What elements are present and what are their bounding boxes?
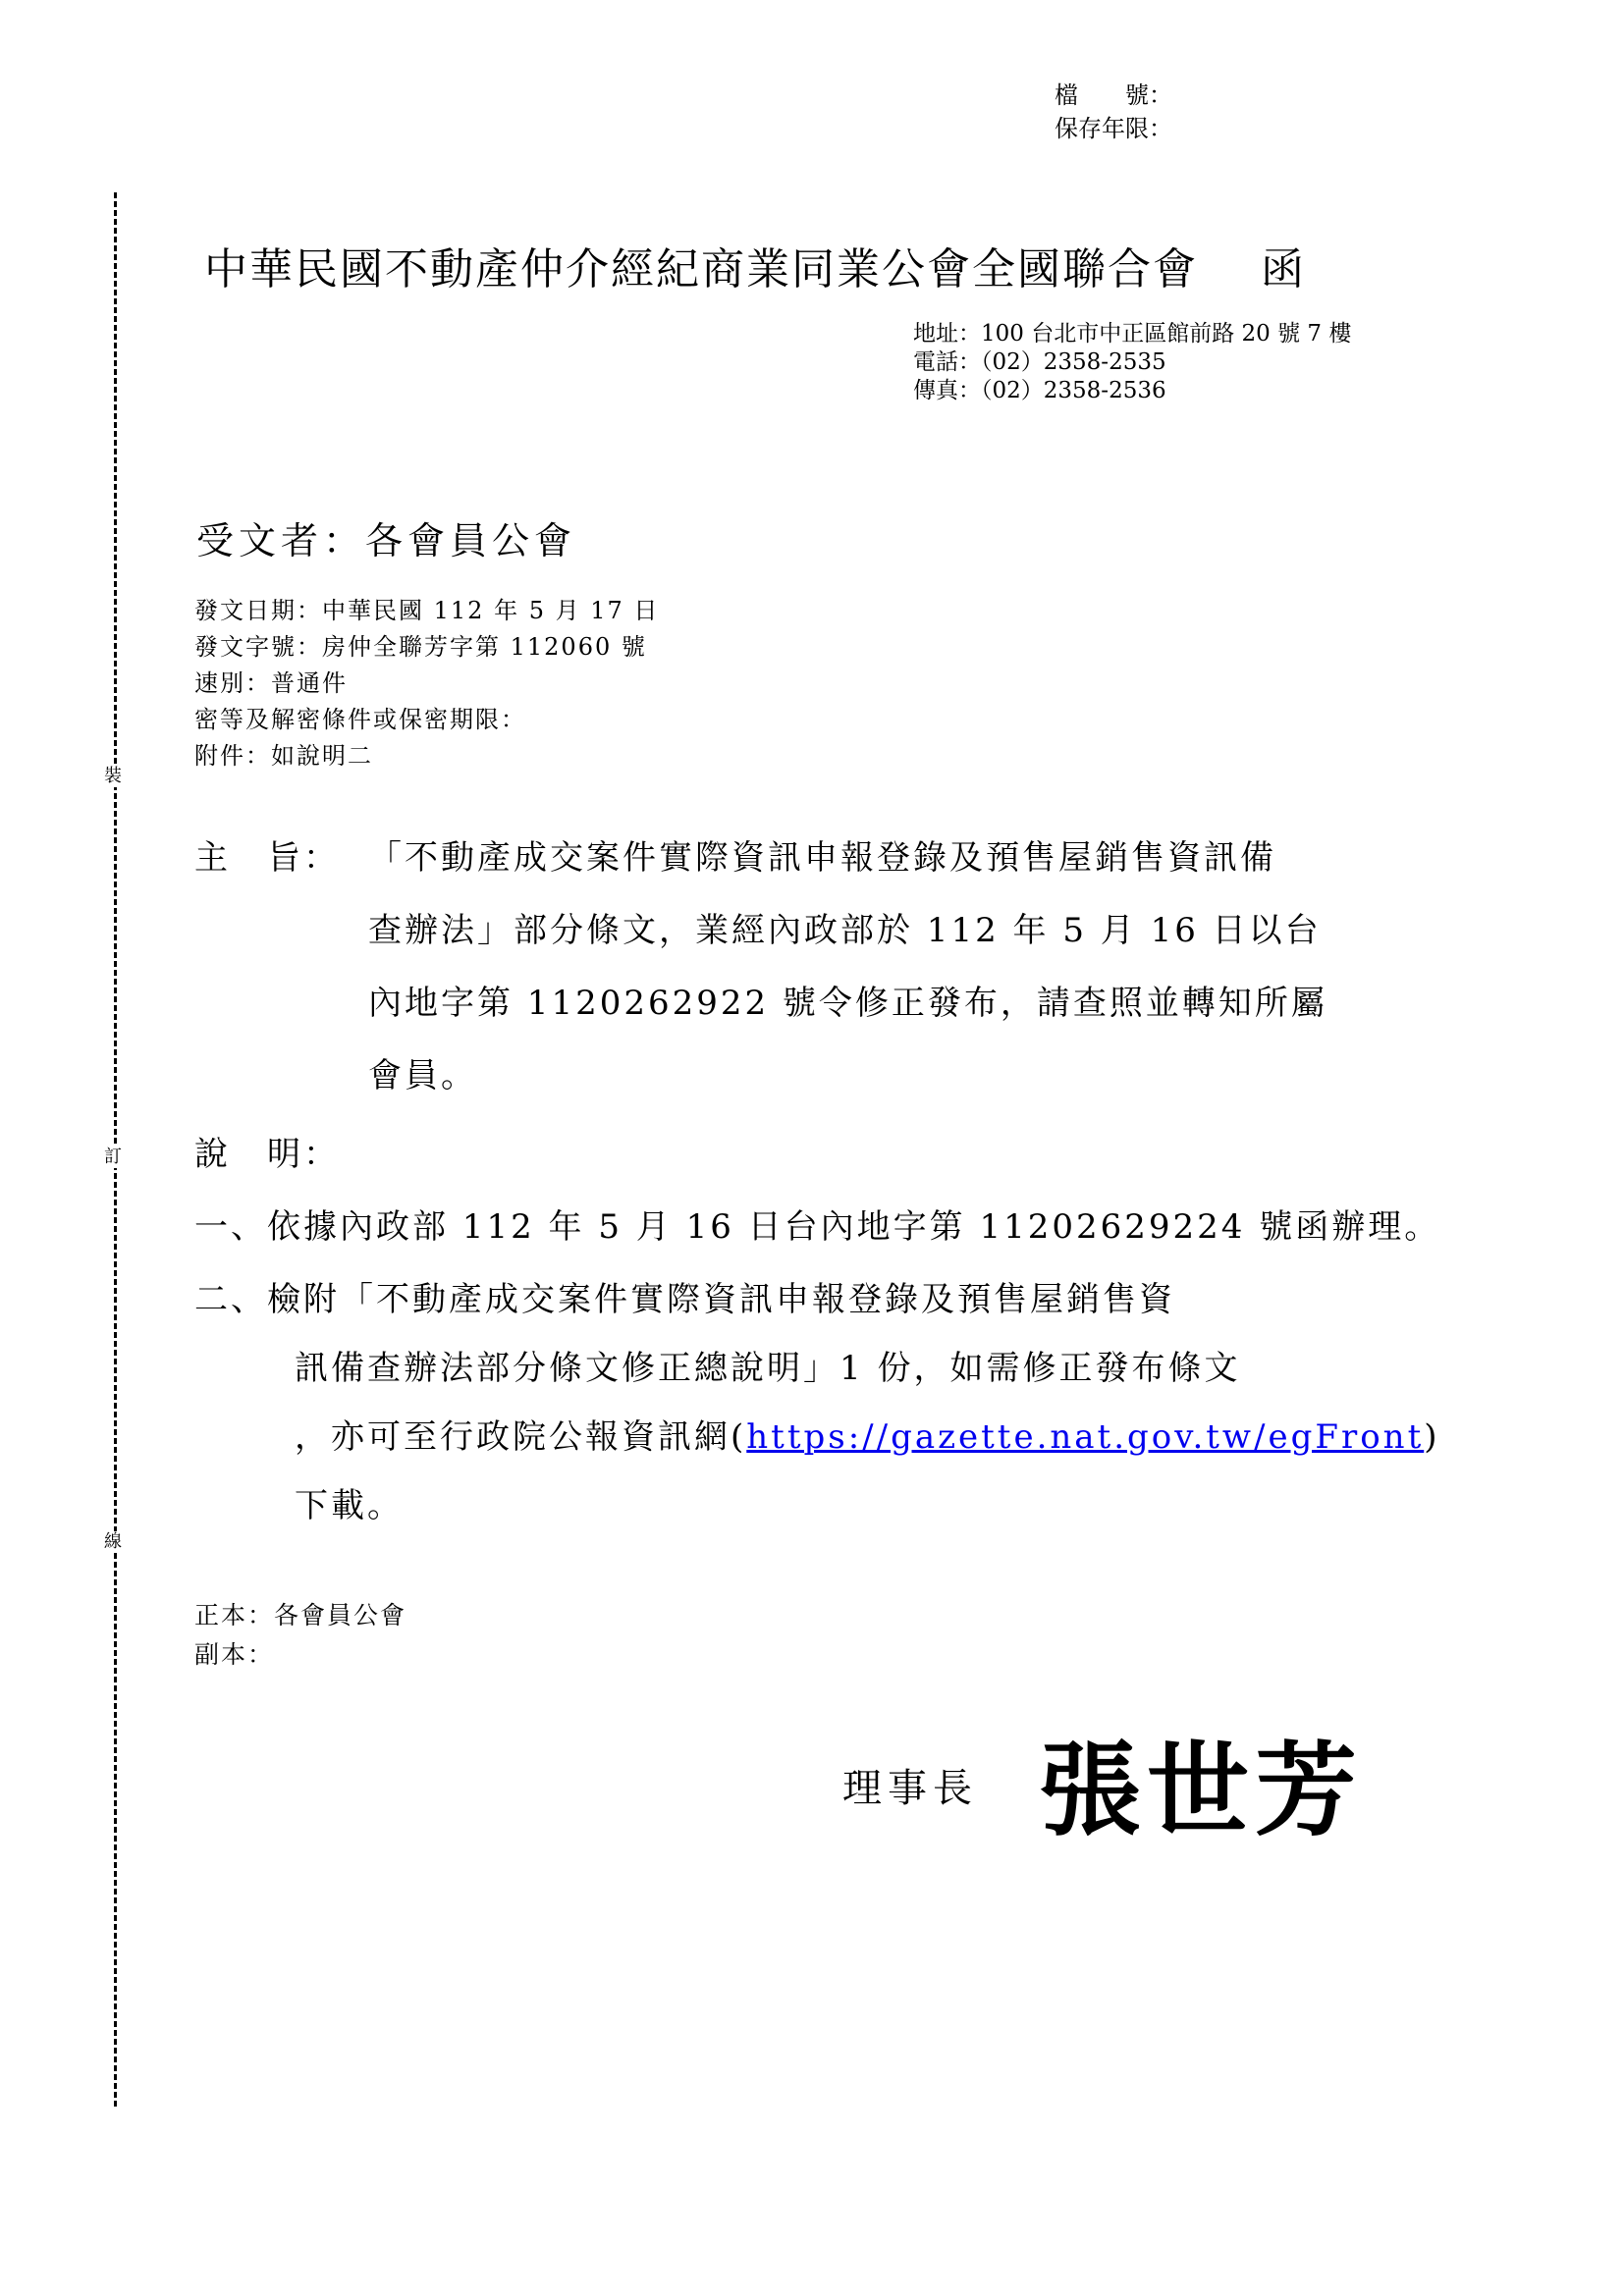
subject-label: 主 旨： xyxy=(194,838,340,878)
file-number-label: 檔 號： xyxy=(1055,81,1172,109)
subject-line-3: 內地字第 1120262922 號令修正發布，請查照並轉知所屬 xyxy=(368,984,1327,1023)
phone: 電話：（02）2358-2535 xyxy=(913,349,1166,375)
link-suffix: ) xyxy=(1424,1417,1440,1457)
gazette-link[interactable]: https://gazette.nat.gov.tw/egFront xyxy=(746,1417,1425,1457)
description-item-2-line-3 xyxy=(295,1410,1440,1458)
contact-block xyxy=(913,320,1351,405)
document-number: 發文字號：房仲全聯芳字第 112060 號 xyxy=(194,633,647,661)
binding-char-xian: 線 xyxy=(104,1531,122,1552)
description-item-1: 一、依據內政部 112 年 5 月 16 日台內地字第 11202629224 號函辦理。 xyxy=(194,1207,1441,1247)
organization-name: 中華民國不動產仲介經紀商業同業公會全國聯合會 xyxy=(204,244,1198,294)
recipient: 受文者：各會員公會 xyxy=(196,519,577,562)
subject-line-2: 查辦法」部分條文，業經內政部於 112 年 5 月 16 日以台 xyxy=(368,911,1322,950)
copies-block xyxy=(194,1596,406,1675)
document-title xyxy=(204,234,1306,296)
description-item-2-line-4: 下載。 xyxy=(295,1486,404,1525)
secrecy-level: 密等及解密條件或保密期限： xyxy=(194,706,526,733)
file-info xyxy=(1055,79,1172,145)
binding-char-ding: 訂 xyxy=(104,1147,122,1167)
retention-period-label: 保存年限： xyxy=(1055,115,1172,142)
document-type: 函 xyxy=(1261,244,1306,294)
binding-char-zhuang: 裝 xyxy=(104,766,122,786)
speed-class: 速別：普通件 xyxy=(194,669,348,697)
document-meta xyxy=(194,593,659,774)
link-prefix: ，亦可至行政院公報資訊網( xyxy=(295,1417,747,1457)
signatory-name: 張世芳 xyxy=(1039,1730,1364,1850)
address: 地址：100 台北市中正區館前路 20 號 7 樓 xyxy=(913,321,1352,347)
subject-line-1: 「不動產成交案件實際資訊申報登錄及預售屋銷售資訊備 xyxy=(368,838,1276,878)
description-label: 說 明： xyxy=(194,1135,340,1174)
attachment: 附件：如說明二 xyxy=(194,742,373,770)
fax: 傳真：（02）2358-2536 xyxy=(913,378,1166,403)
issue-date: 發文日期：中華民國 112 年 5 月 17 日 xyxy=(194,597,660,624)
signatory-title: 理事長 xyxy=(842,1766,978,1811)
subject-line-4: 會員。 xyxy=(368,1056,477,1095)
description-item-2-line-2: 訊備查辦法部分條文修正總說明」1 份，如需修正發布條文 xyxy=(295,1349,1241,1388)
duplicate-copy: 副本： xyxy=(194,1640,275,1669)
original-copy: 正本：各會員公會 xyxy=(194,1601,407,1629)
description-item-2-line-1: 二、檢附「不動產成交案件實際資訊申報登錄及預售屋銷售資 xyxy=(194,1280,1175,1319)
